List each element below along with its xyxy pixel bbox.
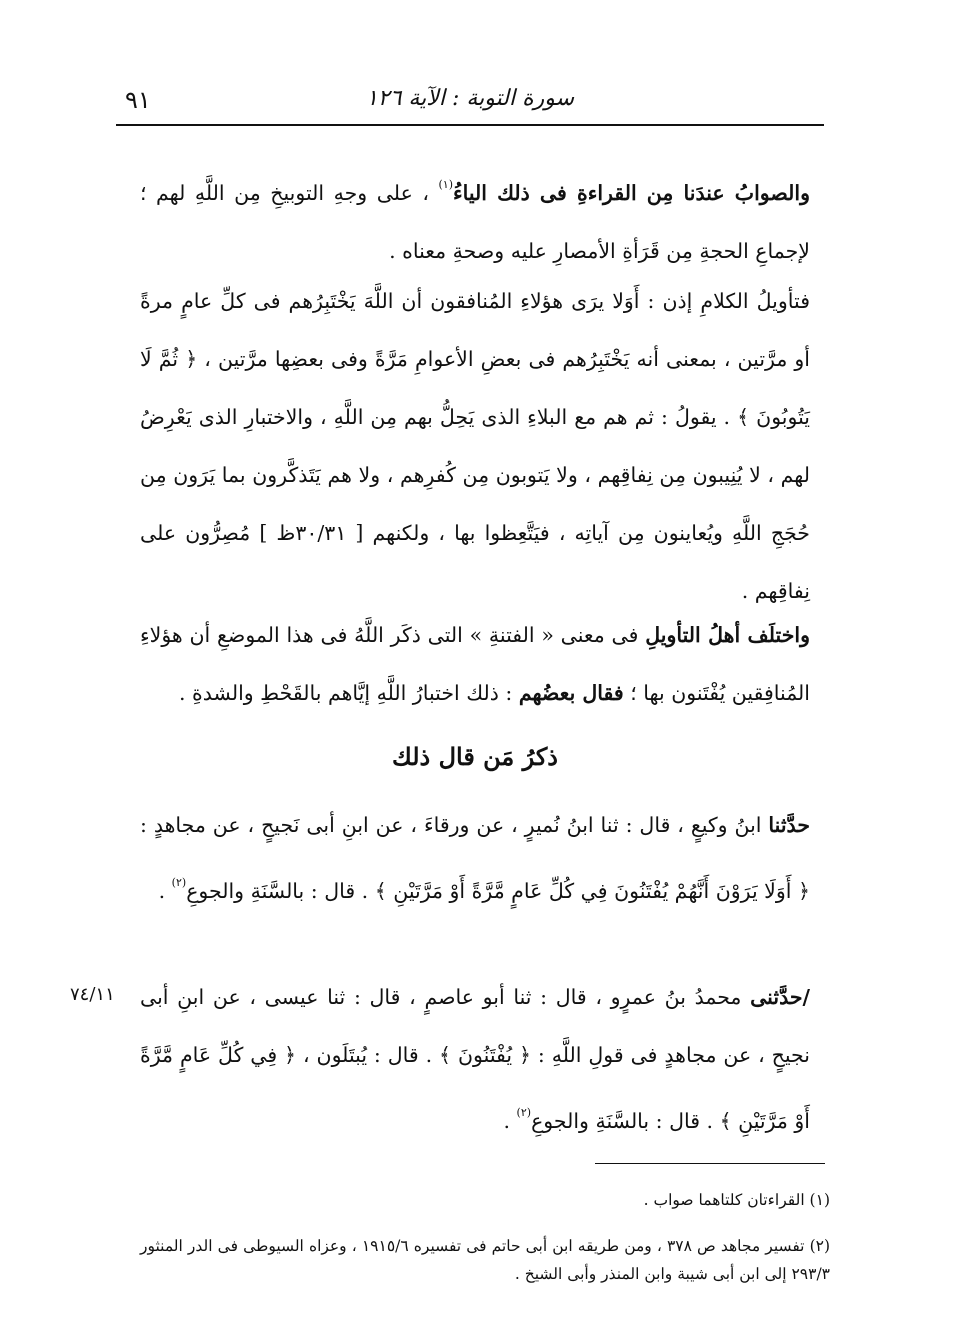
paragraph-text: ، على وجهِ التوبيخِ مِن اللَّهِ لهم ؛ لإجماعِ الحجةِ مِن قَرَأةِ الأمصارِ عليه وصحةِ معناه . <box>140 181 810 263</box>
footnote-ref: (١) <box>438 178 453 191</box>
running-head: سورة التوبة : الآية ١٢٦ <box>365 86 575 111</box>
header-rule <box>116 124 824 126</box>
paragraph-text: فتأويلُ الكلامِ إذن : أَوَلا يرَى هؤلاءِ المُنافقون أن اللَّهَ يَخْتَبِرُهم فى كلِّ عامٍ مرةً أو مرَّتين ، بمعنى أنه يَخْتَبِرُهم فى بعضِ الأعوامِ مَرَّةً وفى بعضِها مرَّتين ، ﴿ ثُمَّ لَا يَتُوبُونَ ﴾ . يقولُ : ثم هم مع البلاءِ الذى يَحِلُّ بهم مِن اللَّهِ ، والاختبارِ الذى يَعْرِضُ لهم ، لا يُنِيبون مِن نِفاقِهم ، ولا يَتوبون مِن كُفرِهم ، ولا هم يَتَذكَّرون بما يَرَون مِن حُجَجِ اللَّهِ ويُعاينون مِن آياتِه ، فيَتَّعِظوا بها ، ولكنهم [ ٣٠/٣١ظ ] مُصِرُّون على نِفاقِهم . <box>140 289 810 603</box>
narration-text: محمدُ بنُ عمرٍو ، قال : ثنا أبو عاصمٍ ، قال : ثنا عيسى ، عن ابنِ أبى نجيحٍ ، عن مجاهدٍ فى قولِ اللَّهِ : ﴿ يُفْتَنُونَ ﴾ . قال : يُبتَلَون ، ﴿ فِي كُلِّ عَامٍ مَّرَّةً أَوْ مَرَّتَيْنِ ﴾ . قال : بالسَّنَةِ والجوعِ <box>140 985 810 1133</box>
paragraph-text: فى معنى « الفتنةِ » التى ذكَر اللَّهُ فى هذا الموضعِ أن هؤلاءِ المُنافِقين يُفْتَنون بها ؛ <box>140 623 810 705</box>
footnote-ref: (٢) <box>516 1106 532 1119</box>
footnote-2: (٢) تفسير مجاهد ص ٣٧٨ ، ومن طريقه ابن أبى حاتم فى تفسيره ١٩١٥/٦ ، وعزاه السيوطى فى الدر المنثور ٢٩٣/٣ إلى ابن أبى شيبة وابن المنذر وأبى الشيخ . <box>140 1237 831 1283</box>
paragraph-text-2: : ذلك اختبارُ اللَّهِ إيَّاهم بالقَحْطِ والشدةِ . <box>179 681 519 705</box>
narration-2 <box>140 968 810 1150</box>
narration-end: . <box>158 879 172 903</box>
section-heading: ذكرُ مَن قال ذلك <box>392 742 558 771</box>
paragraph-lead-2: فقال بعضُهم <box>518 681 624 705</box>
page-number: ٩١ <box>125 86 151 114</box>
narration-lead: /حدَّثنى <box>750 985 810 1009</box>
narration-text: ابنُ وكيعٍ ، قال : ثنا ابنُ نُميرٍ ، عن ورقاءَ ، عن ابنِ أبى نَجيحٍ ، عن مجاهدٍ : ﴿ أَوَلَا يَرَوْنَ أَنَّهُمْ يُفْتَنُونَ فِي كُلِّ عَامٍ مَّرَّةً أَوْ مَرَّتَيْنِ ﴾ . قال : بالسَّنَةِ والجوعِ <box>140 813 810 903</box>
footnote-ref: (٢) <box>171 876 187 889</box>
paragraph-lead: واختلَف أهلُ التأويلِ <box>645 623 810 647</box>
margin-volume-page-note: ٧٤/١١ <box>70 984 115 1005</box>
paragraph-interpretation <box>140 272 810 620</box>
footnote-1: (١) القراءتان كلتاهما صواب . <box>643 1191 830 1209</box>
narration-1 <box>140 796 810 920</box>
paragraph-lead: والصوابُ عندَنا مِن القراءةِ فى ذلك الياءُ <box>452 181 811 205</box>
footnote-rule <box>595 1163 825 1164</box>
paragraph-disagreement <box>140 606 810 722</box>
paragraph-correct-reading <box>140 156 810 280</box>
page-header <box>115 80 825 124</box>
narration-lead: حدَّثنا <box>768 813 810 837</box>
narration-end: . <box>503 1109 517 1133</box>
